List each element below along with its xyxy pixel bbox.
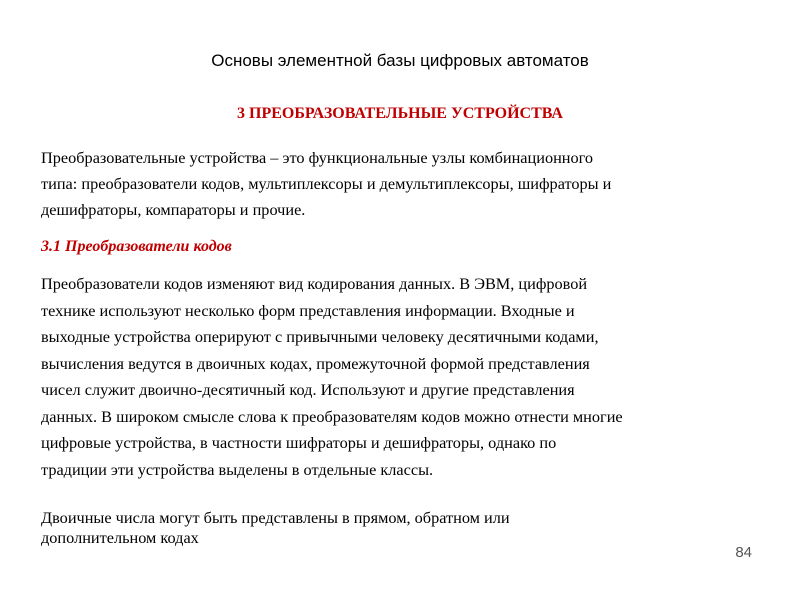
- page-number: 84: [735, 544, 752, 561]
- body-line: цифровые устройства, в частности шифраторы и дешифраторы, однако по: [41, 433, 557, 452]
- body-paragraph: [41, 271, 771, 483]
- closing-line: дополнительном кодах: [41, 527, 199, 547]
- intro-line: Преобразовательные устройства – это функциональные узлы комбинационного: [41, 148, 594, 167]
- closing-paragraph: [41, 508, 771, 547]
- body-line: технике используют несколько форм представления информации. Входные и: [41, 300, 575, 320]
- intro-line: типа: преобразователи кодов, мультиплексоры и демультиплексоры, шифраторы и: [41, 174, 612, 193]
- body-line: чисел служит двоично-десятичный код. Используют и другие представления: [41, 380, 575, 399]
- body-line: вычисления ведутся в двоичных кодах, промежуточной формой представления: [41, 353, 590, 373]
- subsection-title: 3.1 Преобразователи кодов: [41, 238, 232, 255]
- closing-line: Двоичные числа могут быть представлены в прямом, обратном или: [41, 508, 510, 527]
- body-line: Преобразователи кодов изменяют вид кодирования данных. В ЭВМ, цифровой: [41, 274, 588, 293]
- body-line: традиции эти устройства выделены в отдельные классы.: [41, 459, 434, 479]
- intro-paragraph: [41, 145, 771, 223]
- body-line: данных. В широком смысле слова к преобразователям кодов можно отнести многие: [41, 406, 623, 426]
- section-title: 3 ПРЕОБРАЗОВАТЕЛЬНЫЕ УСТРОЙСТВА: [237, 105, 563, 122]
- page-header: Основы элементной базы цифровых автоматов: [211, 51, 589, 70]
- body-line: выходные устройства оперируют с привычными человеку десятичными кодами,: [41, 327, 599, 346]
- intro-line: дешифраторы, компараторы и прочие.: [41, 200, 306, 219]
